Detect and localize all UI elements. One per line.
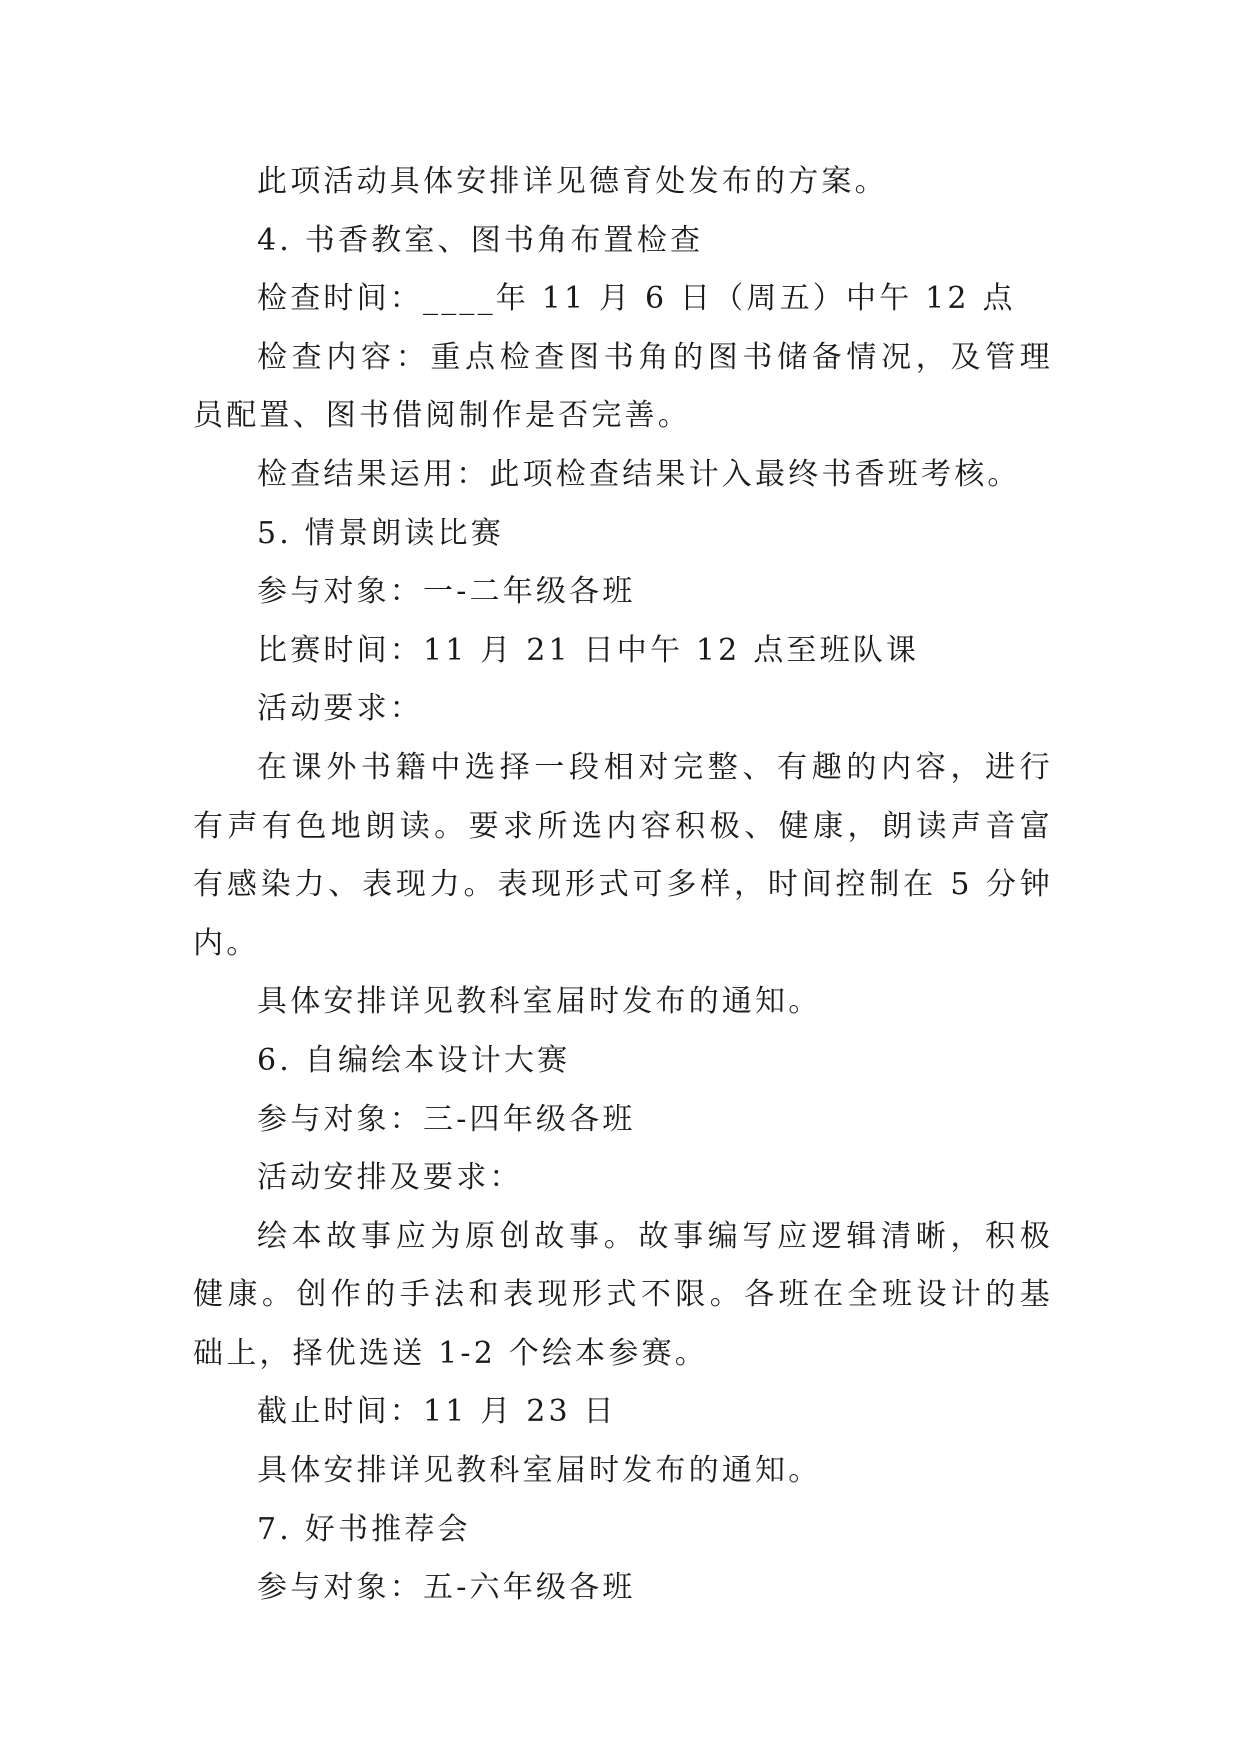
- section-heading-6: 6. 自编绘本设计大赛: [257, 1042, 571, 1078]
- paragraph: 比赛时间：11 月 21 日中午 12 点至班队课: [257, 632, 920, 668]
- paragraph: 具体安排详见教科室届时发布的通知。: [257, 1453, 822, 1489]
- paragraph: 活动安排及要求：: [257, 1160, 523, 1196]
- section-heading-4: 4. 书香教室、图书角布置检查: [257, 222, 704, 258]
- paragraph: 参与对象：五-六年级各班: [257, 1570, 636, 1606]
- paragraph: 绘本故事应为原创故事。故事编写应逻辑清晰，积极健康。创作的手法和表现形式不限。各班在全班设计的基础上，择优选送 1-2 个绘本参赛。: [193, 1218, 1053, 1371]
- paragraph: 参与对象：一-二年级各班: [257, 574, 636, 610]
- paragraph: 此项活动具体安排详见德育处发布的方案。: [257, 164, 888, 199]
- paragraph: 具体安排详见教科室届时发布的通知。: [257, 984, 822, 1020]
- paragraph: 在课外书籍中选择一段相对完整、有趣的内容，进行有声有色地朗读。要求所选内容积极、健康，朗读声音富有感染力、表现力。表现形式可多样，时间控制在 5 分钟内。: [193, 749, 1053, 961]
- paragraph: 检查结果运用：此项检查结果计入最终书香班考核。: [257, 456, 1021, 492]
- paragraph: 活动要求：: [257, 691, 423, 727]
- document-body: [193, 153, 1053, 1618]
- paragraph: 检查内容：重点检查图书角的图书储备情况，及管理员配置、图书借阅制作是否完善。: [193, 339, 1053, 434]
- section-heading-7: 7. 好书推荐会: [257, 1511, 471, 1547]
- paragraph: 参与对象：三-四年级各班: [257, 1101, 636, 1137]
- paragraph: 检查时间：____年 11 月 6 日（周五）中午 12 点: [257, 281, 1016, 317]
- paragraph: 截止时间：11 月 23 日: [257, 1394, 617, 1430]
- section-heading-5: 5. 情景朗读比赛: [257, 515, 504, 551]
